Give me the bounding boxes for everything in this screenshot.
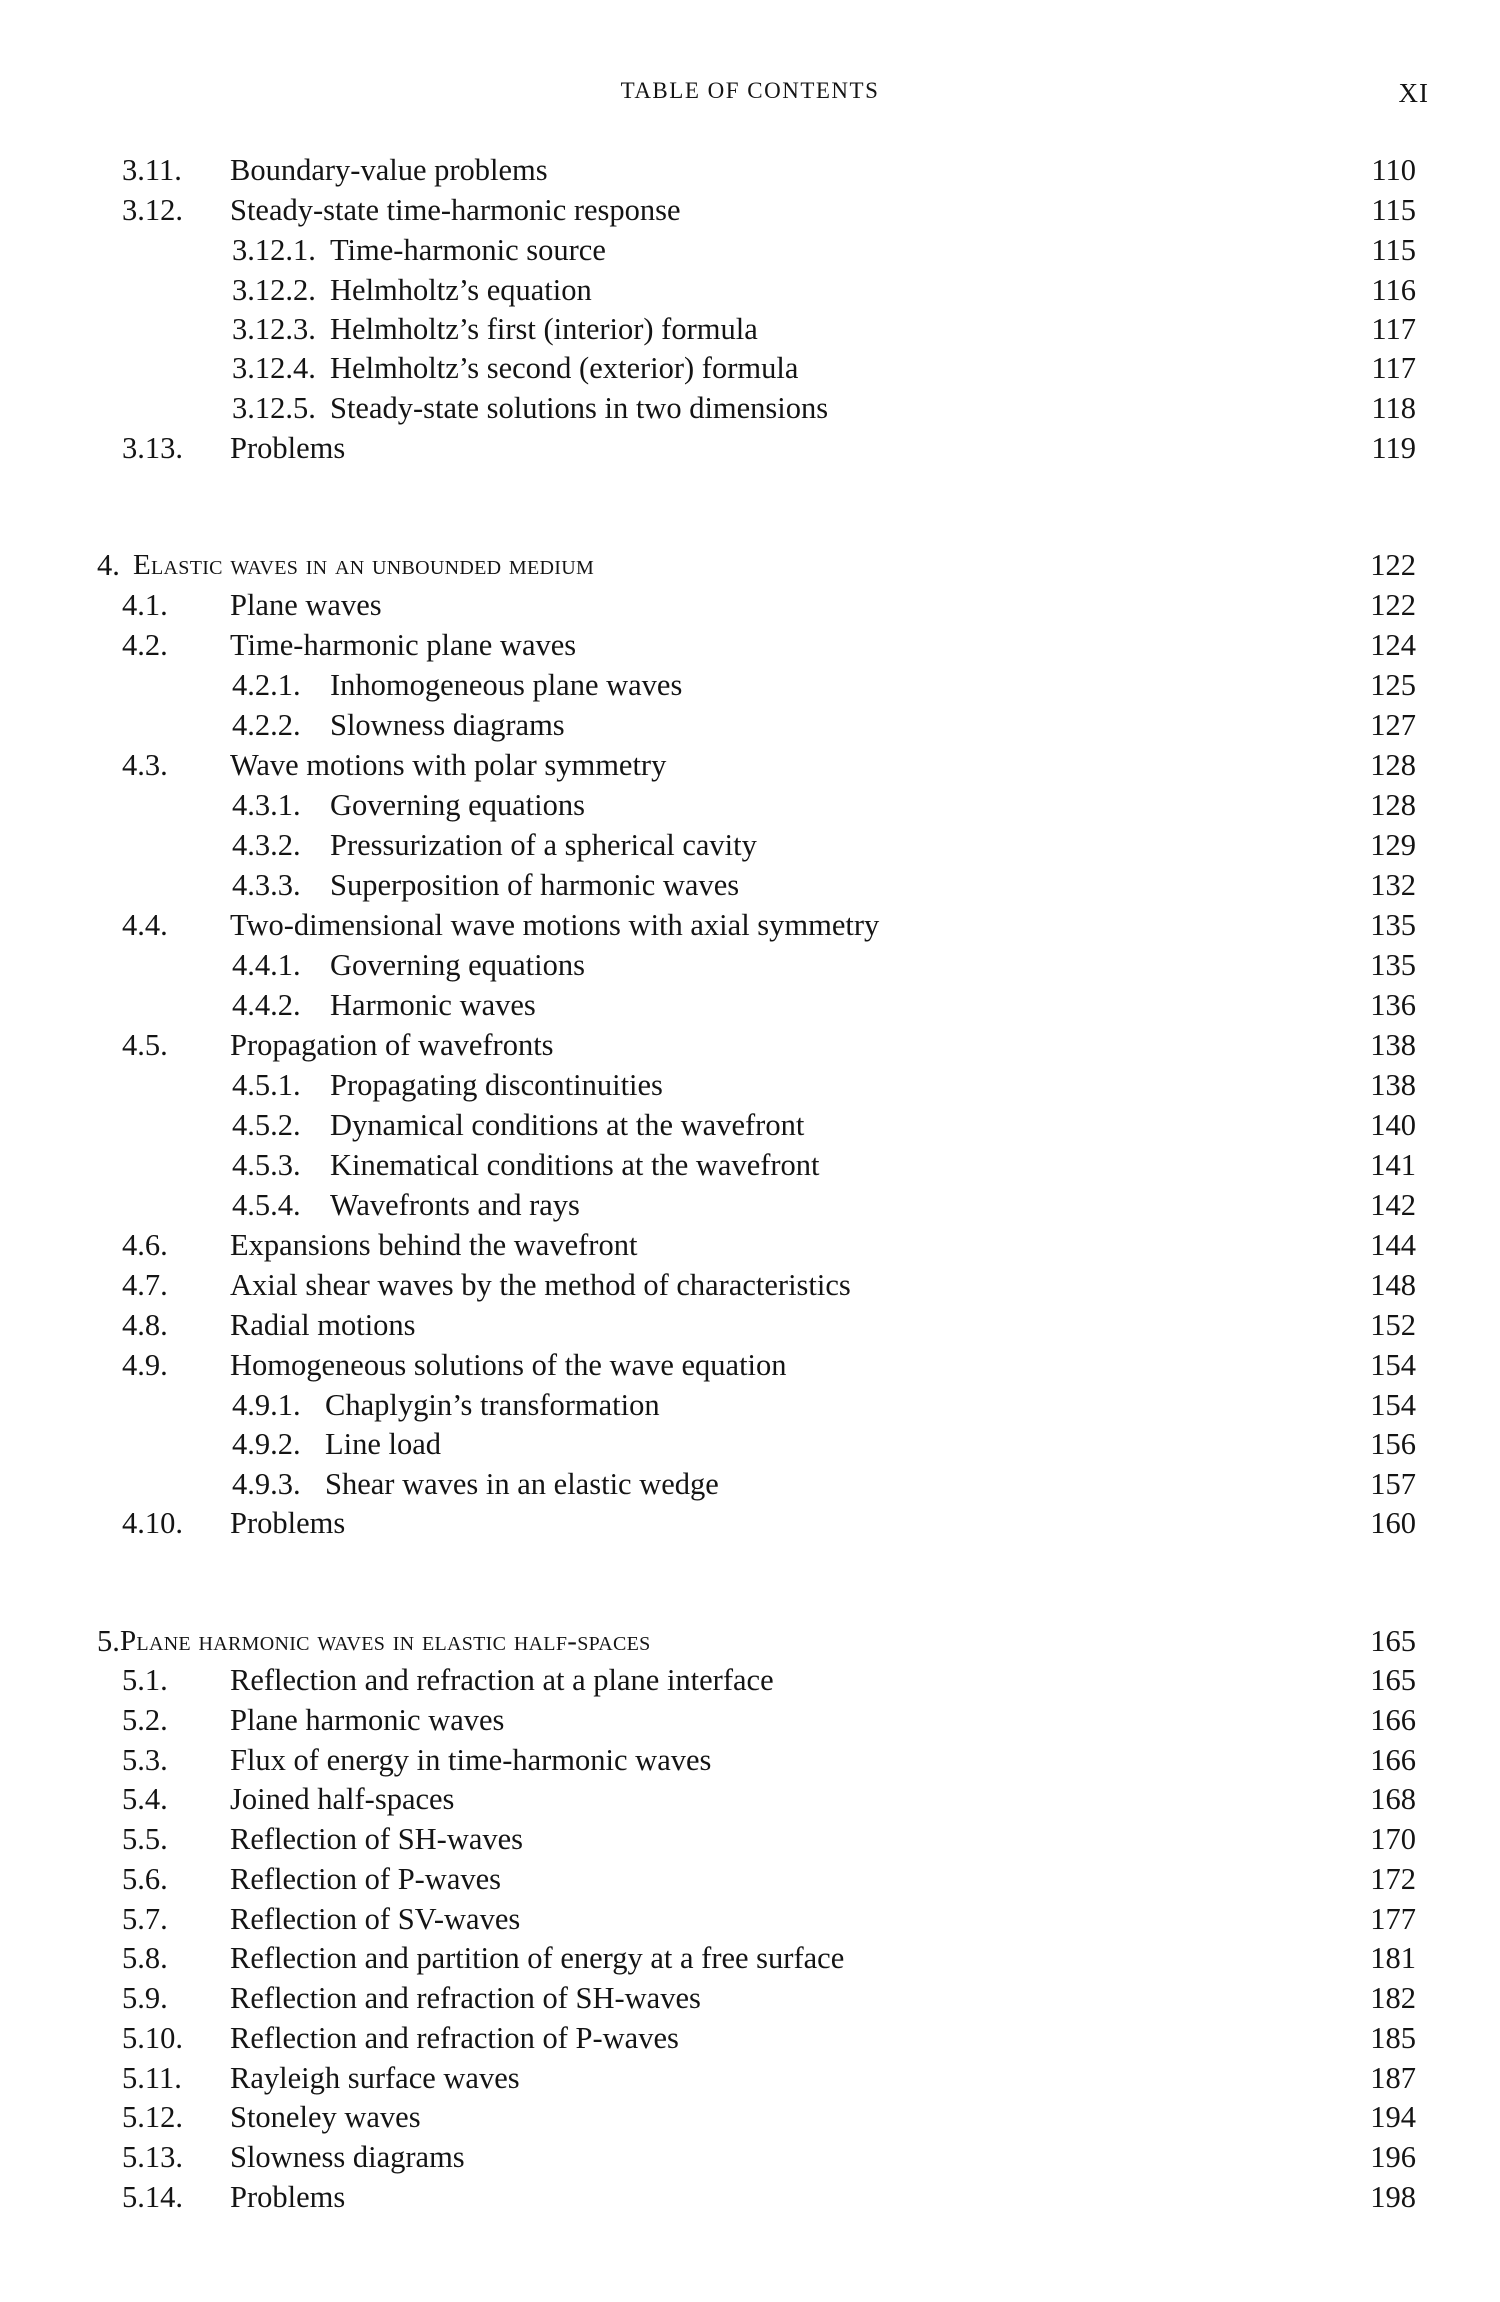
entry-title: Wave motions with polar symmetry: [230, 748, 667, 782]
entry-page: 172: [1370, 1862, 1416, 1896]
entry-title: Helmholtz’s equation: [330, 273, 592, 307]
entry-page: 129: [1370, 828, 1416, 862]
entry-page: 156: [1370, 1427, 1416, 1461]
entry-page: 181: [1370, 1941, 1416, 1975]
entry-number: 4.10.: [122, 1506, 183, 1540]
entry-title: Reflection and partition of energy at a free surface: [230, 1941, 845, 1975]
entry-number: 5.14.: [122, 2180, 183, 2214]
entry-number: 5.1.: [122, 1663, 168, 1697]
toc-entry: [0, 985, 1500, 1025]
entry-page: 119: [1371, 431, 1416, 465]
entry-number: 4.9.: [122, 1348, 168, 1382]
entry-page: 128: [1370, 748, 1416, 782]
entry-page: 154: [1370, 1348, 1416, 1382]
entry-page: 187: [1370, 2061, 1416, 2095]
entry-number: 4.5.1.: [232, 1068, 301, 1102]
entry-page: 157: [1370, 1467, 1416, 1501]
toc-entry: [0, 428, 1500, 468]
toc-entry: [0, 348, 1500, 388]
page-number: XI: [1398, 78, 1429, 108]
toc-entry: [0, 2018, 1500, 2058]
entry-page: 165: [1370, 1663, 1416, 1697]
entry-number: 3.12.4.: [232, 351, 316, 385]
toc-entry: [0, 1819, 1500, 1859]
entry-title: Reflection of P-waves: [230, 1862, 502, 1896]
toc-entry: [0, 1464, 1500, 1504]
entry-title: Reflection and refraction of P-waves: [230, 2021, 679, 2055]
entry-title: Inhomogeneous plane waves: [330, 668, 683, 702]
toc-entry: [0, 905, 1500, 945]
toc-entry: [0, 2058, 1500, 2098]
toc-entry: [0, 585, 1500, 625]
entry-title: Axial shear waves by the method of characteristics: [230, 1268, 851, 1302]
entry-title: Problems: [230, 2180, 346, 2214]
entry-number: 5.6.: [122, 1862, 168, 1896]
toc-entry: [0, 705, 1500, 745]
toc-entry: [0, 1899, 1500, 1939]
chapter-number: 5.: [97, 1624, 120, 1658]
entry-title: Problems: [230, 431, 346, 465]
entry-page: 152: [1370, 1308, 1416, 1342]
entry-number: 4.4.: [122, 908, 168, 942]
entry-title: Reflection and refraction of SH-waves: [230, 1981, 701, 2015]
toc-entry: [0, 785, 1500, 825]
entry-page: 127: [1370, 708, 1416, 742]
entry-title: Reflection and refraction at a plane interface: [230, 1663, 774, 1697]
entry-number: 5.9.: [122, 1981, 168, 2015]
entry-page: 166: [1370, 1703, 1416, 1737]
entry-number: 4.2.1.: [232, 668, 301, 702]
entry-number: 3.12.1.: [232, 233, 316, 267]
entry-number: 4.5.3.: [232, 1148, 301, 1182]
toc-entry: [0, 1503, 1500, 1543]
entry-page: 122: [1370, 548, 1416, 582]
toc-entry: [0, 825, 1500, 865]
entry-title: Expansions behind the wavefront: [230, 1228, 638, 1262]
entry-page: 124: [1370, 628, 1416, 662]
entry-title: Rayleigh surface waves: [230, 2061, 520, 2095]
entry-title: Homogeneous solutions of the wave equation: [230, 1348, 787, 1382]
toc-entry: [0, 1305, 1500, 1345]
entry-number: 5.3.: [122, 1743, 168, 1777]
entry-number: 4.9.2.: [232, 1427, 301, 1461]
entry-page: 132: [1370, 868, 1416, 902]
chapter-number: 4.: [97, 548, 120, 582]
entry-number: 5.8.: [122, 1941, 168, 1975]
entry-number: 4.1.: [122, 588, 168, 622]
entry-number: 4.9.3.: [232, 1467, 301, 1501]
entry-title: Helmholtz’s second (exterior) formula: [330, 351, 799, 385]
entry-title: Propagation of wavefronts: [230, 1028, 554, 1062]
entry-title: Steady-state solutions in two dimensions: [330, 391, 829, 425]
entry-number: 4.2.2.: [232, 708, 301, 742]
toc-chapter-entry: [0, 545, 1500, 585]
entry-number: 5.2.: [122, 1703, 168, 1737]
entry-page: 138: [1370, 1068, 1416, 1102]
entry-title: Superposition of harmonic waves: [330, 868, 740, 902]
toc-entry: [0, 1025, 1500, 1065]
toc-entry: [0, 230, 1500, 270]
toc-entry: [0, 865, 1500, 905]
entry-number: 5.4.: [122, 1782, 168, 1816]
entry-page: 115: [1371, 193, 1416, 227]
entry-title: Kinematical conditions at the wavefront: [330, 1148, 820, 1182]
entry-page: 115: [1371, 233, 1416, 267]
entry-page: 170: [1370, 1822, 1416, 1856]
entry-title: Boundary-value problems: [230, 153, 548, 187]
entry-title: Dynamical conditions at the wavefront: [330, 1108, 805, 1142]
entry-number: 4.8.: [122, 1308, 168, 1342]
entry-page: 177: [1370, 1902, 1416, 1936]
toc-entry: [0, 1779, 1500, 1819]
entry-number: 4.6.: [122, 1228, 168, 1262]
entry-number: 3.11.: [122, 153, 182, 187]
entry-page: 125: [1370, 668, 1416, 702]
entry-page: 135: [1370, 948, 1416, 982]
chapter-title: Elastic waves in an unbounded medium: [133, 549, 595, 581]
entry-title: Slowness diagrams: [330, 708, 565, 742]
entry-title: Time-harmonic source: [330, 233, 606, 267]
toc-entry: [0, 1225, 1500, 1265]
entry-page: 110: [1371, 153, 1416, 187]
toc-entry: [0, 1065, 1500, 1105]
entry-number: 4.7.: [122, 1268, 168, 1302]
chapter-title: Plane harmonic waves in elastic half-spaces: [120, 1625, 651, 1657]
toc-entry: [0, 2177, 1500, 2217]
entry-title: Time-harmonic plane waves: [230, 628, 577, 662]
entry-page: 148: [1370, 1268, 1416, 1302]
entry-number: 5.7.: [122, 1902, 168, 1936]
toc-entry: [0, 1740, 1500, 1780]
toc-chapter-entry: [0, 1621, 1500, 1661]
entry-title: Governing equations: [330, 788, 585, 822]
toc-entry: [0, 270, 1500, 310]
entry-page: 154: [1370, 1388, 1416, 1422]
entry-page: 117: [1371, 351, 1416, 385]
entry-number: 4.5.: [122, 1028, 168, 1062]
toc-entry: [0, 1700, 1500, 1740]
entry-number: 5.10.: [122, 2021, 183, 2055]
entry-title: Pressurization of a spherical cavity: [330, 828, 757, 862]
entry-title: Helmholtz’s first (interior) formula: [330, 312, 758, 346]
entry-page: 168: [1370, 1782, 1416, 1816]
entry-page: 122: [1370, 588, 1416, 622]
entry-title: Steady-state time-harmonic response: [230, 193, 681, 227]
entry-page: 194: [1370, 2100, 1416, 2134]
toc-entry: [0, 150, 1500, 190]
entry-number: 4.2.: [122, 628, 168, 662]
entry-title: Joined half-spaces: [230, 1782, 455, 1816]
entry-page: 185: [1370, 2021, 1416, 2055]
entry-number: 4.5.4.: [232, 1188, 301, 1222]
entry-number: 4.3.1.: [232, 788, 301, 822]
toc-entry: [0, 745, 1500, 785]
toc-entry: [0, 625, 1500, 665]
toc-entry: [0, 665, 1500, 705]
entry-number: 4.4.2.: [232, 988, 301, 1022]
entry-number: 3.12.2.: [232, 273, 316, 307]
entry-page: 142: [1370, 1188, 1416, 1222]
toc-entry: [0, 1265, 1500, 1305]
entry-page: 160: [1370, 1506, 1416, 1540]
entry-number: 3.12.5.: [232, 391, 316, 425]
entry-title: Plane harmonic waves: [230, 1703, 505, 1737]
entry-number: 4.3.3.: [232, 868, 301, 902]
entry-page: 118: [1371, 391, 1416, 425]
entry-title: Wavefronts and rays: [330, 1188, 580, 1222]
entry-number: 4.3.2.: [232, 828, 301, 862]
toc-entry: [0, 1145, 1500, 1185]
entry-title: Slowness diagrams: [230, 2140, 465, 2174]
entry-page: 135: [1370, 908, 1416, 942]
entry-page: 165: [1370, 1624, 1416, 1658]
toc-entry: [0, 190, 1500, 230]
entry-page: 117: [1371, 312, 1416, 346]
entry-page: 196: [1370, 2140, 1416, 2174]
toc-entry: [0, 1938, 1500, 1978]
entry-page: 140: [1370, 1108, 1416, 1142]
entry-number: 4.9.1.: [232, 1388, 301, 1422]
toc-entry: [0, 2097, 1500, 2137]
entry-title: Governing equations: [330, 948, 585, 982]
toc-entry: [0, 309, 1500, 349]
entry-title: Reflection of SV-waves: [230, 1902, 521, 1936]
entry-title: Two-dimensional wave motions with axial symmetry: [230, 908, 880, 942]
toc-entry: [0, 2137, 1500, 2177]
entry-page: 116: [1371, 273, 1416, 307]
entry-number: 4.3.: [122, 748, 168, 782]
entry-number: 3.12.: [122, 193, 183, 227]
entry-title: Line load: [325, 1427, 442, 1461]
entry-page: 141: [1370, 1148, 1416, 1182]
toc-entry: [0, 1859, 1500, 1899]
entry-title: Plane waves: [230, 588, 382, 622]
entry-title: Radial motions: [230, 1308, 416, 1342]
entry-number: 3.12.3.: [232, 312, 316, 346]
entry-number: 5.12.: [122, 2100, 183, 2134]
entry-title: Chaplygin’s transformation: [325, 1388, 660, 1422]
entry-page: 136: [1370, 988, 1416, 1022]
entry-number: 5.13.: [122, 2140, 183, 2174]
entry-title: Flux of energy in time-harmonic waves: [230, 1743, 712, 1777]
entry-number: 5.5.: [122, 1822, 168, 1856]
toc-entry: [0, 1978, 1500, 2018]
entry-title: Harmonic waves: [330, 988, 536, 1022]
toc-entry: [0, 1105, 1500, 1145]
entry-page: 128: [1370, 788, 1416, 822]
entry-title: Propagating discontinuities: [330, 1068, 663, 1102]
entry-number: 3.13.: [122, 431, 183, 465]
toc-entry: [0, 1424, 1500, 1464]
toc-entry: [0, 1385, 1500, 1425]
toc-entry: [0, 388, 1500, 428]
entry-page: 166: [1370, 1743, 1416, 1777]
entry-page: 182: [1370, 1981, 1416, 2015]
toc-entry: [0, 945, 1500, 985]
toc-entry: [0, 1345, 1500, 1385]
entry-title: Problems: [230, 1506, 346, 1540]
entry-page: 144: [1370, 1228, 1416, 1262]
entry-title: Reflection of SH-waves: [230, 1822, 524, 1856]
entry-number: 5.11.: [122, 2061, 182, 2095]
entry-number: 4.4.1.: [232, 948, 301, 982]
running-head-title: TABLE OF CONTENTS: [620, 78, 880, 103]
entry-title: Shear waves in an elastic wedge: [325, 1467, 719, 1501]
entry-page: 198: [1370, 2180, 1416, 2214]
entry-title: Stoneley waves: [230, 2100, 421, 2134]
toc-entry: [0, 1185, 1500, 1225]
toc-entry: [0, 1660, 1500, 1700]
entry-page: 138: [1370, 1028, 1416, 1062]
entry-number: 4.5.2.: [232, 1108, 301, 1142]
